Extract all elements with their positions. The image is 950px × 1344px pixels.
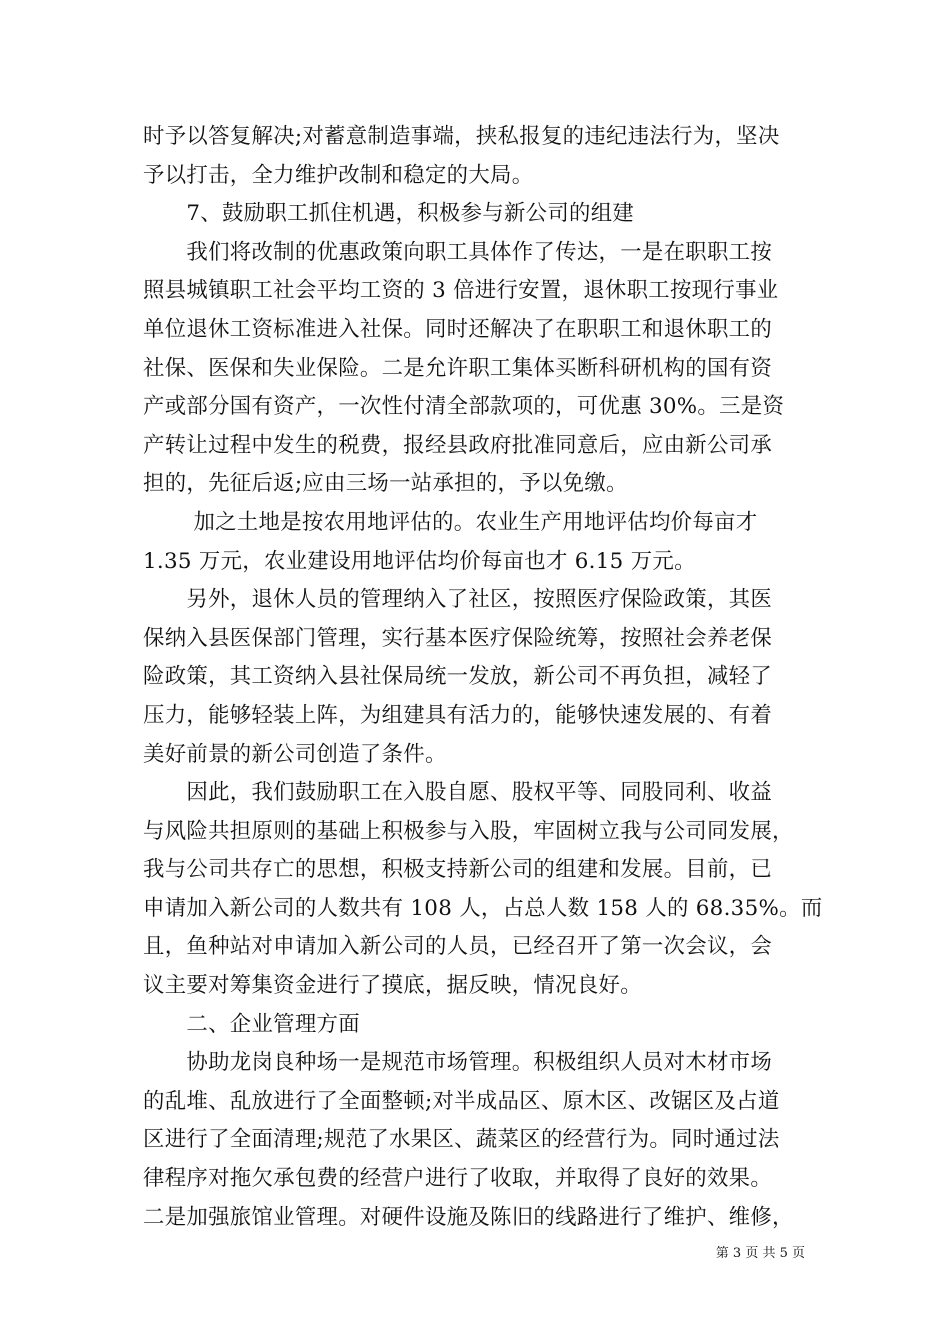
document-body [143,118,823,1237]
text-line: 二是加强旅馆业管理。对硬件设施及陈旧的线路进行了维护、维修， [143,1204,794,1230]
text-line: 另外，退休人员的管理纳入了社区，按照医疗保险政策，其医 [143,587,773,613]
text-line: 区进行了全面清理;规范了水果区、蔬菜区的经营行为。同时通过法 [143,1127,780,1153]
section-heading: 二、企业管理方面 [143,1011,360,1037]
text-line: 议主要对筹集资金进行了摸底，据反映，情况良好。 [143,973,642,999]
text-line: 保纳入县医保部门管理，实行基本医疗保险统筹，按照社会养老保 [143,625,773,651]
text-line: 律程序对拖欠承包费的经营户进行了收取，并取得了良好的效果。 [143,1166,773,1192]
text-line: 产转让过程中发生的税费，报经县政府批准同意后，应由新公司承 [143,432,773,458]
text-line: 申请加入新公司的人数共有 108 人，占总人数 158 人的 68.35%。而 [143,895,823,921]
text-line: 我与公司共存亡的思想，积极支持新公司的组建和发展。目前，已 [143,857,773,883]
text-line: 加之土地是按农用地评估的。农业生产用地评估均价每亩才 [143,509,758,535]
text-line: 我们将改制的优惠政策向职工具体作了传达，一是在职职工按 [143,239,773,265]
text-line: 产或部分国有资产，一次性付清全部款项的，可优惠 30%。三是资 [143,394,785,420]
text-line: 时予以答复解决;对蓄意制造事端，挟私报复的违纪违法行为，坚决 [143,124,780,149]
section-heading: 7、鼓励职工抓住机遇，积极参与新公司的组建 [143,201,635,227]
text-line: 担的，先征后返;应由三场一站承担的，予以免缴。 [143,471,628,497]
text-line: 且，鱼种站对申请加入新公司的人员，已经召开了第一次会议，会 [143,934,773,960]
text-line: 社保、医保和失业保险。二是允许职工集体买断科研机构的国有资 [143,355,773,381]
text-line: 1.35 万元，农业建设用地评估均价每亩也才 6.15 万元。 [143,548,696,574]
text-line: 协助龙岗良种场一是规范市场管理。积极组织人员对木材市场 [143,1050,773,1076]
text-line: 与风险共担原则的基础上积极参与入股，牢固树立我与公司同发展， [143,818,794,844]
text-line: 予以打击，全力维护改制和稳定的大局。 [143,162,534,188]
text-line: 照县城镇职工社会平均工资的 3 倍进行安置，退休职工按现行事业 [143,278,779,304]
text-line: 因此，我们鼓励职工在入股自愿、股权平等、同股同利、收益 [143,780,773,806]
text-line: 险政策，其工资纳入县社保局统一发放，新公司不再负担，减轻了 [143,664,773,690]
text-line: 美好前景的新公司创造了条件。 [143,741,447,767]
text-line: 的乱堆、乱放进行了全面整顿;对半成品区、原木区、改锯区及占道 [143,1088,780,1114]
text-line: 压力，能够轻装上阵，为组建具有活力的，能够快速发展的、有着 [143,702,773,728]
text-line: 单位退休工资标准进入社保。同时还解决了在职职工和退休职工的 [143,316,773,342]
page-number: 第 3 页 共 5 页 [715,1246,805,1261]
